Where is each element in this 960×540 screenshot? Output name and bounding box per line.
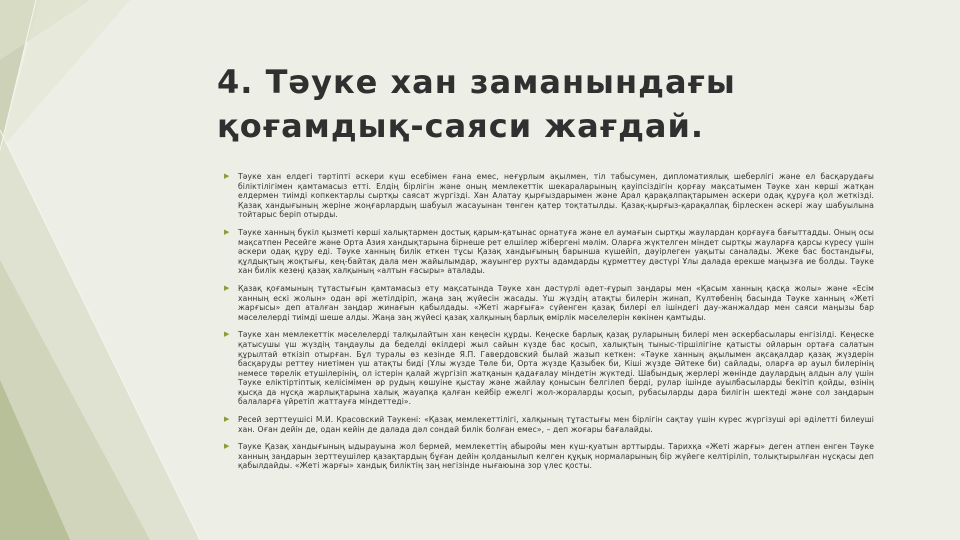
paragraph-text: Тәуке Қазақ хандығының ыдырауына жол бермей, мемлекеттің абыройы мен күш-қуатын арттырды. Тарихқа «Жеті жарғы» деген атпен енген Тәуке ханның заңдарын зерттеушілер қазақтардың бұған дейін қолданылып келген құқық нормаларының бір жүйеге келтіріліп, толықтырылған нұсқасы деп қабылдайды. «Жеті жарғы» хандық биліктің заң негізінде нығаюына зор үлес қосты. [238,442,874,471]
bullet-icon: ▶ [224,227,230,236]
list-item [224,228,874,276]
list-item [224,442,874,471]
bullet-icon: ▶ [224,415,230,424]
background-decoration [0,0,200,540]
list-item [224,284,874,322]
list-item [224,330,874,407]
bullet-list [224,172,874,479]
bullet-icon: ▶ [224,172,230,180]
paragraph-text: Қазақ қоғамының тұтастығын қамтамасыз ету мақсатында Тәуке хан дәстүрлі әдет-ғұрып заңдары мен «Қасым ханның қасқа жолы» және «Есім ханның ескі жолын» одан әрі жетілдіріп, жаңа заң жүйесін жасады. Үш жүздің атақты билерін жинап, Күлтөбенің басында Тәуке ханның «Жеті жарғысы» деп аталған заңдар жинағын қабылдады. «Жеті жарғыға» сүйенген қазақ билері ел ішіндегі дау-жанжалдар мен саяси маңызы бар мәселелерді тиімді шеше алды. Жаңа заң жүйесі қазақ халқының барлық өмірлік мәселелерін көкінен қамтыды. [238,283,874,322]
paragraph-text: Тәуке ханның бүкіл қызметі көрші халықтармен достық қарым-қатынас орнатуға және ел аумағын сыртқы жаулардан қорғауға бағыттадды. Оның осы мақсатпен Ресейге және Орта Азия хандықтарына бірнеше рет елшілер жібергені мәлім. Оларға жүктелген міндет сыртқы жауларға қарсы күресу үшін әскери одақ құру еді. Тәуке ханның билік еткен тұсы Қазақ хандығының барынша күшейіп, дәуірлеген уақыты саналады. Жеке бас бостандығы, құлдықтың жоқтығы, кең-байтақ дала мен жайылымдар, жауынгер рухты адамдарды құрметтеу дәстүрі Ұлы далада ерекше маңызға ие болды. Тәуке хан билік кезеңі қазақ халқының «алтын ғасыры» аталады. [238,227,874,276]
paragraph-text: Тәуке хан елдегі тәртіпті әскери күш есебімен ғана емес, неғұрлым ақылмен, тіл табысумен, дипломатиялық шеберлігі және ел басқарудағы біліктілігімен қамтамасыз етті. Елдің бірлігін және оның мемлекеттік шекараларының қауіпсіздігін қорғау мақсатымен Тәуке хан көрші жатқан елдермен тиімді копкектарлы сыртқы саясат жүргізді. Хан Алатау қырғыздарымен және Арал қарақалпақтарымен әскери одақ құруға қол жеткізді. Қазақ хандығының жеріне жоңғарлардың шабуыл жасауынан төнген қатер тоқтатылды. Қазақ-қырғыз-қарақалпақ бірлескен әскері жау шабуылына тойтарыс беріп отырды. [238,172,874,220]
bullet-icon: ▶ [224,442,230,451]
list-item [224,415,874,434]
bullet-icon: ▶ [224,330,230,339]
paragraph-text: Тәуке хан мемлекеттік мәселелерді талқылайтын хан кеңесін құрды. Кеңеске барлық қазақ руларының билері мен әскербасылары енгізілді. Кеңеске қатысушы үш жүздің таңдаулы да беделді өкілдері жыл сайын күзде бас қосып, халықтың тыныс-тіршілігіне қатысты ойларын ортаға салатын құрылтай өткізіп отырған. Бұл туралы өз кезінде Я.П. Гавердовский былай жазып кеткен: «Тәуке ханның ақылымен ақсақалдар қазақ жүздерін басқаруды реттеу ниетімен үш атақты биді (Ұлы жүзде Төле би, Орта жүзде Қазыбек би, Кіші жүзде Әйтеке би) сайлады, оларға әр ауыл билерінің немесе төрелік етушілерінің, ол істерін қалай жүргізіп жатқанын қадағалау міндетін жүктеді. Шабындық жерлері жөнінде даулардың алдын алу үшін Тәуке еліктіртіптық келісімімен әр рудың көшуіне қыстау және жайлау қонысын белгілеп берді, рулар ішінде ауылбасыларды бекітіп қойды, өзінің қысқа да нұсқа жарлықтарына халық жауапқа қалған кейбір ежелгі жол-жораларды қосып, рубасыларды дара билігін шектеді және сол заңдарын балаларға үйретіп жаттауға міндеттеді». [238,330,874,407]
bullet-icon: ▶ [224,283,230,292]
list-item [224,172,874,220]
slide-title: 4. Тәуке хан заманындағы қоғамдық-саяси жағдай. [217,63,736,145]
paragraph-text: Ресей зерттеушісі М.И. Красовский Тәукені: «Қазақ мемлекеттілігі, халқының тұтастығы мен бірлігін сақтау үшін күрес жүргізуші әрі әділетті билеуші хан. Оған дейін де, одан кейін де далада дәл сондай билік болған емес», – деп жоғары бағалайды. [238,415,874,434]
